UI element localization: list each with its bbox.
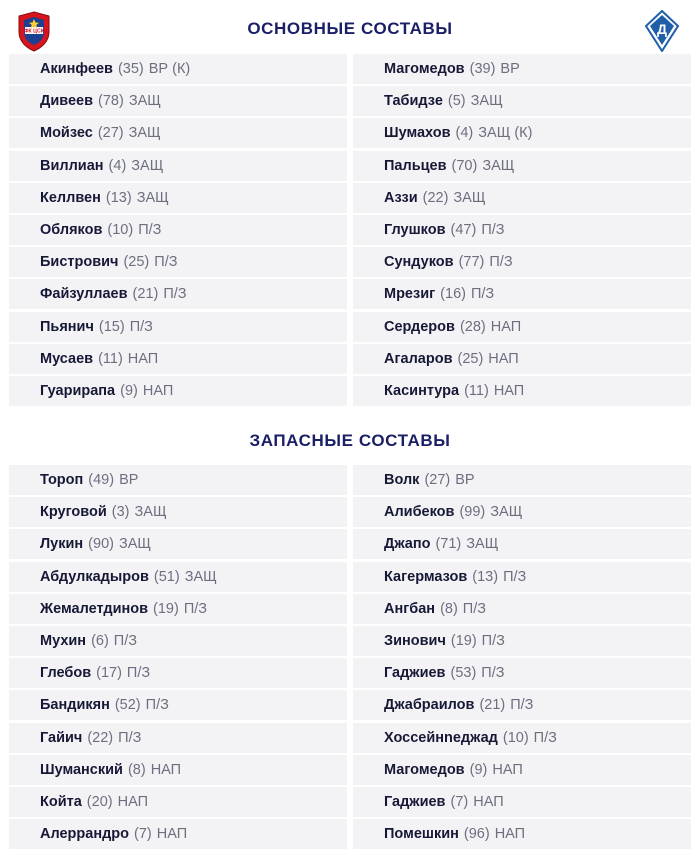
player-row xyxy=(9,54,347,84)
player-number: (3) xyxy=(111,504,130,521)
player-name: Табидзе xyxy=(384,93,443,110)
player-position: ЗАЩ xyxy=(131,157,164,174)
substitutes-away xyxy=(353,465,691,851)
player-position: НАП xyxy=(490,318,522,335)
player-position: П/З xyxy=(489,254,513,271)
player-position: ЗАЩ xyxy=(128,125,161,142)
player-row xyxy=(9,755,347,785)
player-position: П/З xyxy=(470,286,495,303)
player-position: ЗАЩ xyxy=(128,93,161,110)
player-name: Гуарирапа xyxy=(40,382,116,399)
player-position: П/З xyxy=(154,254,178,271)
player-row xyxy=(353,819,691,849)
player-number: (10) xyxy=(502,729,529,746)
player-position: НАП xyxy=(127,350,159,367)
player-number: (21) xyxy=(479,697,506,714)
player-position: ВР xyxy=(500,61,520,77)
player-number: (51) xyxy=(153,568,180,585)
player-name: Гаджиев xyxy=(384,665,446,682)
player-name: Келлвен xyxy=(40,189,101,206)
starting-lineups-title: ОСНОВНЫЕ СОСТАВЫ xyxy=(247,19,453,38)
player-row xyxy=(353,118,691,148)
player-name: Алибеков xyxy=(384,504,455,521)
player-number: (35) xyxy=(117,61,144,77)
player-position: ЗАЩ xyxy=(490,504,523,521)
player-row xyxy=(9,787,347,817)
player-name: Тороп xyxy=(40,472,84,488)
cska-crest-text: ПФК ЦСКА xyxy=(20,28,48,35)
player-name: Шумахов xyxy=(384,125,451,142)
player-position: П/З xyxy=(503,568,527,585)
player-number: (16) xyxy=(440,286,466,303)
player-name: Агаларов xyxy=(384,350,453,367)
player-position: НАП xyxy=(117,793,148,810)
player-position: П/З xyxy=(126,665,151,682)
player-number: (39) xyxy=(469,61,496,77)
player-number: (9) xyxy=(120,382,138,399)
player-row xyxy=(353,279,691,309)
player-position: НАП xyxy=(494,826,526,843)
player-position: ЗАЩ xyxy=(118,536,151,553)
player-position: ЗАЩ xyxy=(184,568,217,585)
player-name: Гаджиев xyxy=(384,793,446,810)
starting-lineup-away xyxy=(353,54,691,408)
player-number: (90) xyxy=(88,536,114,553)
player-position: ЗАЩ xyxy=(482,157,515,174)
player-position: НАП xyxy=(150,761,182,778)
player-row xyxy=(353,658,691,688)
player-position: ВР xyxy=(455,472,475,488)
player-number: (22) xyxy=(422,189,449,206)
player-name: Алеррандро xyxy=(40,826,130,843)
player-position: П/З xyxy=(118,729,142,746)
player-name: Магомедов xyxy=(384,761,465,778)
player-name: Джабраилов xyxy=(384,697,475,714)
player-name: Гайич xyxy=(40,729,83,746)
player-row xyxy=(9,312,347,342)
player-row xyxy=(353,465,691,495)
player-row xyxy=(9,690,347,720)
player-number: (11) xyxy=(464,382,489,399)
player-name: Помешкин xyxy=(384,826,459,843)
player-position: ВР xyxy=(119,472,139,488)
player-number: (4) xyxy=(455,125,474,142)
player-position: ЗАЩ xyxy=(134,504,167,521)
player-position: НАП xyxy=(156,826,188,843)
player-number: (20) xyxy=(86,793,113,810)
player-row xyxy=(9,86,347,116)
player-position: ЗАЩ xyxy=(470,93,503,110)
player-row xyxy=(353,183,691,213)
player-row xyxy=(353,626,691,656)
player-number: (70) xyxy=(451,157,478,174)
player-row xyxy=(9,215,347,245)
player-number: (71) xyxy=(435,536,462,553)
player-name: Магомедов xyxy=(384,61,465,77)
player-position: П/З xyxy=(481,665,505,682)
player-number: (25) xyxy=(457,350,484,367)
player-number: (77) xyxy=(458,254,485,271)
player-name: Пьянич xyxy=(40,318,94,335)
player-name: Виллиан xyxy=(40,157,104,174)
player-position: НАП xyxy=(492,761,523,778)
player-position: ЗАЩ xyxy=(136,189,169,206)
player-number: (28) xyxy=(459,318,486,335)
player-number: (27) xyxy=(97,125,124,142)
player-row xyxy=(353,755,691,785)
player-position: П/З xyxy=(138,221,162,238)
player-row xyxy=(353,54,691,84)
player-name: Сундуков xyxy=(384,254,454,271)
player-number: (13) xyxy=(105,189,132,206)
player-number: (78) xyxy=(98,93,124,110)
player-number: (25) xyxy=(123,254,150,271)
player-position: НАП xyxy=(493,382,525,399)
player-row xyxy=(9,723,347,753)
player-name: Бистрович xyxy=(40,254,119,271)
player-name: Койта xyxy=(40,793,82,810)
player-row xyxy=(353,151,691,181)
player-position: НАП xyxy=(473,793,504,810)
player-name: Дивеев xyxy=(40,93,94,110)
player-number: (9) xyxy=(469,761,488,778)
player-row xyxy=(9,626,347,656)
player-name: Кагермазов xyxy=(384,568,468,585)
player-row xyxy=(9,151,347,181)
player-row xyxy=(9,562,347,592)
player-position: П/З xyxy=(462,600,487,617)
player-name: Касинтура xyxy=(384,382,460,399)
player-row xyxy=(353,86,691,116)
player-number: (19) xyxy=(450,632,477,649)
player-position: П/З xyxy=(163,286,187,303)
player-number: (96) xyxy=(463,826,490,843)
player-name: Зинович xyxy=(384,632,446,649)
player-row xyxy=(9,118,347,148)
player-row xyxy=(353,376,691,406)
starting-lineup-home xyxy=(9,54,347,408)
player-row xyxy=(9,465,347,495)
player-row xyxy=(9,658,347,688)
player-name: Хоссейнnеджад xyxy=(384,729,498,746)
player-number: (47) xyxy=(450,221,477,238)
player-name: Жемалетдинов xyxy=(40,600,149,617)
player-row xyxy=(353,690,691,720)
player-name: Файзуллаев xyxy=(40,286,128,303)
player-position: П/З xyxy=(481,632,505,649)
player-name: Мрезиг xyxy=(384,286,436,303)
player-position: ЗАЩ xyxy=(466,536,499,553)
player-row xyxy=(353,312,691,342)
player-name: Волк xyxy=(384,472,420,488)
player-name: Сердеров xyxy=(384,318,455,335)
player-number: (6) xyxy=(91,632,109,649)
player-row xyxy=(9,529,347,559)
dynamo-crest-text: Д xyxy=(657,21,667,37)
player-name: Абдулкадыров xyxy=(40,568,149,585)
player-number: (8) xyxy=(127,761,146,778)
player-position: П/З xyxy=(533,729,557,746)
player-row xyxy=(353,497,691,527)
player-row xyxy=(353,594,691,624)
player-name: Джапо xyxy=(384,536,431,553)
player-position: ВР (К) xyxy=(148,61,191,77)
player-row xyxy=(9,344,347,374)
player-name: Лукин xyxy=(40,536,84,553)
player-number: (7) xyxy=(134,826,152,843)
player-row xyxy=(353,344,691,374)
player-number: (27) xyxy=(424,472,451,488)
player-name: Пальцев xyxy=(384,157,447,174)
player-position: П/З xyxy=(510,697,534,714)
player-row xyxy=(9,279,347,309)
player-row xyxy=(353,215,691,245)
player-row xyxy=(9,819,347,849)
player-name: Круговой xyxy=(40,504,107,521)
player-name: Мусаев xyxy=(40,350,94,367)
player-number: (53) xyxy=(450,665,477,682)
player-number: (19) xyxy=(153,600,179,617)
player-name: Аззи xyxy=(384,189,418,206)
player-position: НАП xyxy=(142,382,174,399)
player-name: Шуманский xyxy=(40,761,123,778)
player-row xyxy=(9,376,347,406)
player-number: (8) xyxy=(440,600,458,617)
player-number: (99) xyxy=(459,504,486,521)
player-position: П/З xyxy=(183,600,208,617)
player-number: (22) xyxy=(87,729,114,746)
player-row xyxy=(353,529,691,559)
player-position: П/З xyxy=(145,697,169,714)
player-position: НАП xyxy=(488,350,519,367)
player-number: (49) xyxy=(88,472,115,488)
player-row xyxy=(353,247,691,277)
player-name: Мойзес xyxy=(40,125,93,142)
player-number: (13) xyxy=(472,568,499,585)
player-number: (4) xyxy=(108,157,127,174)
player-row xyxy=(9,497,347,527)
player-position: П/З xyxy=(129,318,153,335)
player-name: Бандикян xyxy=(40,697,110,714)
player-number: (52) xyxy=(114,697,141,714)
player-number: (11) xyxy=(98,350,123,367)
player-row xyxy=(353,723,691,753)
substitutes-title: ЗАПАСНЫЕ СОСТАВЫ xyxy=(249,431,451,450)
player-position: П/З xyxy=(113,632,138,649)
player-position: П/З xyxy=(481,221,505,238)
player-position: ЗАЩ (К) xyxy=(478,125,533,142)
player-number: (21) xyxy=(132,286,159,303)
player-name: Ангбан xyxy=(384,600,436,617)
player-row xyxy=(9,247,347,277)
player-number: (15) xyxy=(98,318,125,335)
player-number: (7) xyxy=(450,793,469,810)
player-row xyxy=(9,183,347,213)
player-name: Глебов xyxy=(40,665,92,682)
player-number: (5) xyxy=(447,93,466,110)
player-row xyxy=(353,787,691,817)
player-position: ЗАЩ xyxy=(453,189,486,206)
player-number: (17) xyxy=(96,665,122,682)
player-name: Мухин xyxy=(40,632,87,649)
player-name: Акинфеев xyxy=(40,61,113,77)
substitutes-home xyxy=(9,465,347,851)
player-name: Обляков xyxy=(40,221,103,238)
player-name: Глушков xyxy=(384,221,446,238)
player-row xyxy=(9,594,347,624)
player-row xyxy=(353,562,691,592)
player-number: (10) xyxy=(107,221,134,238)
